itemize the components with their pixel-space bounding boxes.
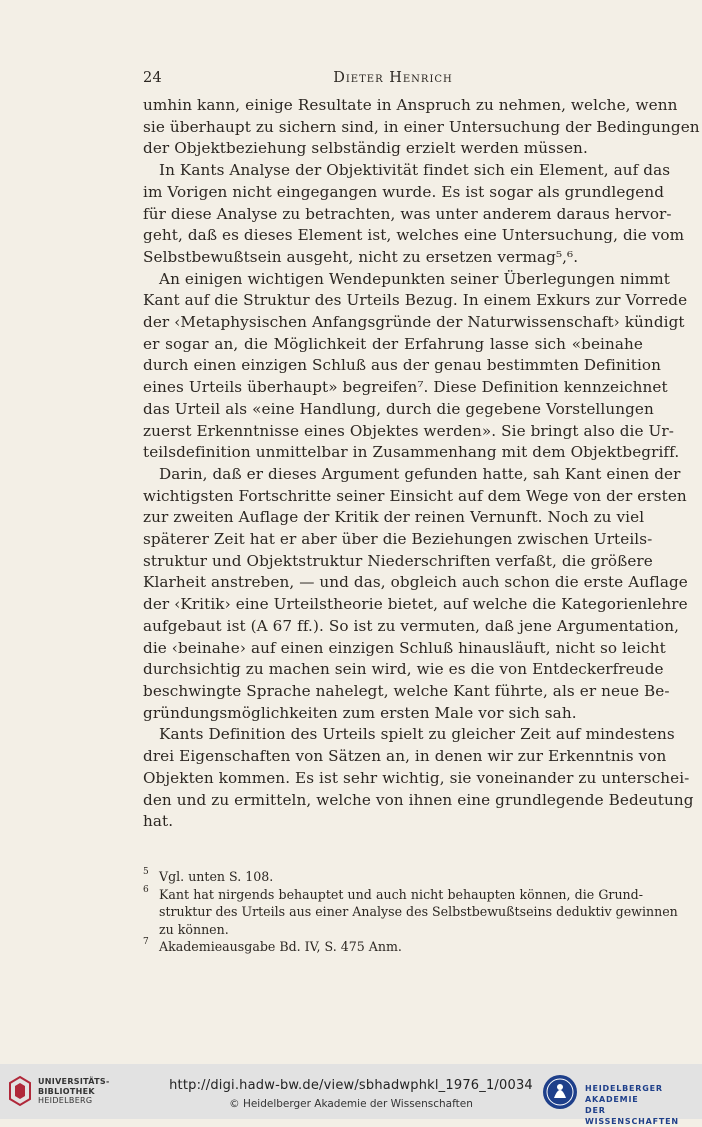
footnote <box>143 884 678 939</box>
footnotes <box>143 867 678 956</box>
text-line: das Urteil als «eine Handlung, durch die gegebene Vorstellungen <box>143 399 654 418</box>
footnote-line: Kant hat nirgends behauptet und auch nicht behaupten können, die Grund- <box>159 886 643 902</box>
permalink-url[interactable]: http://digi.hadw-bw.de/view/sbhadwphkl_1976_1/0034 <box>169 1078 533 1093</box>
text-line: der ‹Kritik› eine Urteilstheorie bietet, auf welche die Kategorienlehre <box>143 595 688 614</box>
text-line: durch einen einzigen Schluß aus der genau bestimmten Definition <box>143 356 662 375</box>
text-line: Kant auf die Struktur des Urteils Bezug. In einem Exkurs zur Vorrede <box>143 291 688 310</box>
paragraph <box>143 724 694 833</box>
text-line: Objekten kommen. Es ist sehr wichtig, sie voneinander zu unterschei- <box>143 768 690 787</box>
text-line: späterer Zeit hat er aber über die Beziehungen zwischen Urteils- <box>143 530 653 549</box>
paragraph <box>143 464 688 724</box>
text-line: für diese Analyse zu betrachten, was unter anderem daraus hervor- <box>143 204 672 223</box>
academy-name: HEIDELBERGER AKADEMIE DER WISSENSCHAFTEN <box>585 1084 679 1126</box>
footnote-mark: 5 <box>143 867 149 877</box>
university-library-name: UNIVERSITÄTS- BIBLIOTHEK HEIDELBERG <box>38 1077 110 1105</box>
text-line: im Vorigen nicht eingegangen wurde. Es ist sogar als grundlegend <box>143 182 665 201</box>
body-text <box>143 95 700 833</box>
footnote-line: Akademieausgabe Bd. IV, S. 475 Anm. <box>159 939 402 954</box>
copyright-notice: © Heidelberger Akademie der Wissenschaften <box>229 1098 473 1110</box>
paragraph <box>143 160 685 269</box>
text-line: Kants Definition des Urteils spielt zu gleicher Zeit auf mindestens <box>159 725 675 744</box>
text-line: drei Eigenschaften von Sätzen an, in denen wir zur Erkenntnis von <box>143 747 667 766</box>
footnote-line: struktur des Urteils aus einer Analyse des Selbstbewußtseins deduktiv gewinnen <box>159 904 678 919</box>
text-line: den und zu ermitteln, welche von ihnen eine grundlegende Bedeutung <box>143 790 694 809</box>
footnote-mark: 6 <box>143 884 149 895</box>
text-line: aufgebaut ist (A 67 ff.). So ist zu vermuten, daß jene Argumentation, <box>143 616 680 635</box>
paragraph <box>143 95 700 160</box>
text-line: Darin, daß er dieses Argument gefunden hatte, sah Kant einen der <box>159 464 681 483</box>
text-line: umhin kann, einige Resultate in Anspruch zu nehmen, welche, wenn <box>143 96 678 114</box>
page-number: 24 <box>143 70 163 86</box>
text-line: Klarheit anstreben, — und das, obgleich auch schon die erste Auflage <box>143 573 688 592</box>
text-line: zur zweiten Auflage der Kritik der reinen Vernunft. Noch zu viel <box>143 508 645 527</box>
text-line: In Kants Analyse der Objektivität findet sich ein Element, auf das <box>159 161 671 180</box>
text-line: zuerst Erkenntnisse eines Objektes werden». Sie bringt also die Ur- <box>143 421 675 440</box>
text-line: die ‹beinahe› auf einen einzigen Schluß hinausläuft, nicht so leicht <box>143 638 666 657</box>
text-line: hat. <box>143 812 174 831</box>
text-line: er sogar an, die Möglichkeit der Erfahrung lasse sich «beinahe <box>143 334 643 353</box>
paragraph <box>143 269 688 464</box>
text-line: durchsichtig zu machen sein wird, wie es die von Entdeckerfreude <box>143 660 664 679</box>
footnote-line: Vgl. unten S. 108. <box>159 869 274 884</box>
viewer-footer <box>0 1064 702 1126</box>
text-line: geht, daß es dieses Element ist, welches eine Untersuchung, die vom <box>143 226 685 245</box>
text-line: struktur und Objektstruktur Niederschriften verfaßt, die größere <box>143 551 653 570</box>
running-head <box>143 70 643 90</box>
text-line: wichtigsten Fortschritte seiner Einsicht auf dem Wege von der ersten <box>143 486 687 505</box>
text-line: der Objektbeziehung selbständig erzielt werden müssen. <box>143 139 588 158</box>
text-line: gründungsmöglichkeiten zum ersten Male vor sich sah. <box>143 703 577 722</box>
text-line: beschwingte Sprache nahelegt, welche Kant führte, als er neue Be- <box>143 681 670 700</box>
footnote-mark: 7 <box>143 937 149 947</box>
text-line: sie überhaupt zu sichern sind, in einer Untersuchung der Bedingungen <box>143 117 700 136</box>
footnote <box>143 938 643 956</box>
text-line: teilsdefinition unmittelbar in Zusammenhang mit dem Objektbegriff. <box>143 443 680 462</box>
text-line: An einigen wichtigen Wendepunkten seiner Überlegungen nimmt <box>159 269 671 288</box>
text-line: der ‹Metaphysischen Anfangsgründe der Naturwissenschaft› kündigt <box>143 313 685 332</box>
academy-seal-icon <box>541 1073 579 1111</box>
footnote-line: zu können. <box>159 921 229 937</box>
text-line: eines Urteils überhaupt» begreifen⁷. Diese Definition kennzeichnet <box>143 378 668 397</box>
footnote <box>143 868 643 886</box>
running-head-author: Dieter Henrich <box>333 70 453 86</box>
text-line: Selbstbewußtsein ausgeht, nicht zu ersetzen vermag⁵,⁶. <box>143 247 579 266</box>
